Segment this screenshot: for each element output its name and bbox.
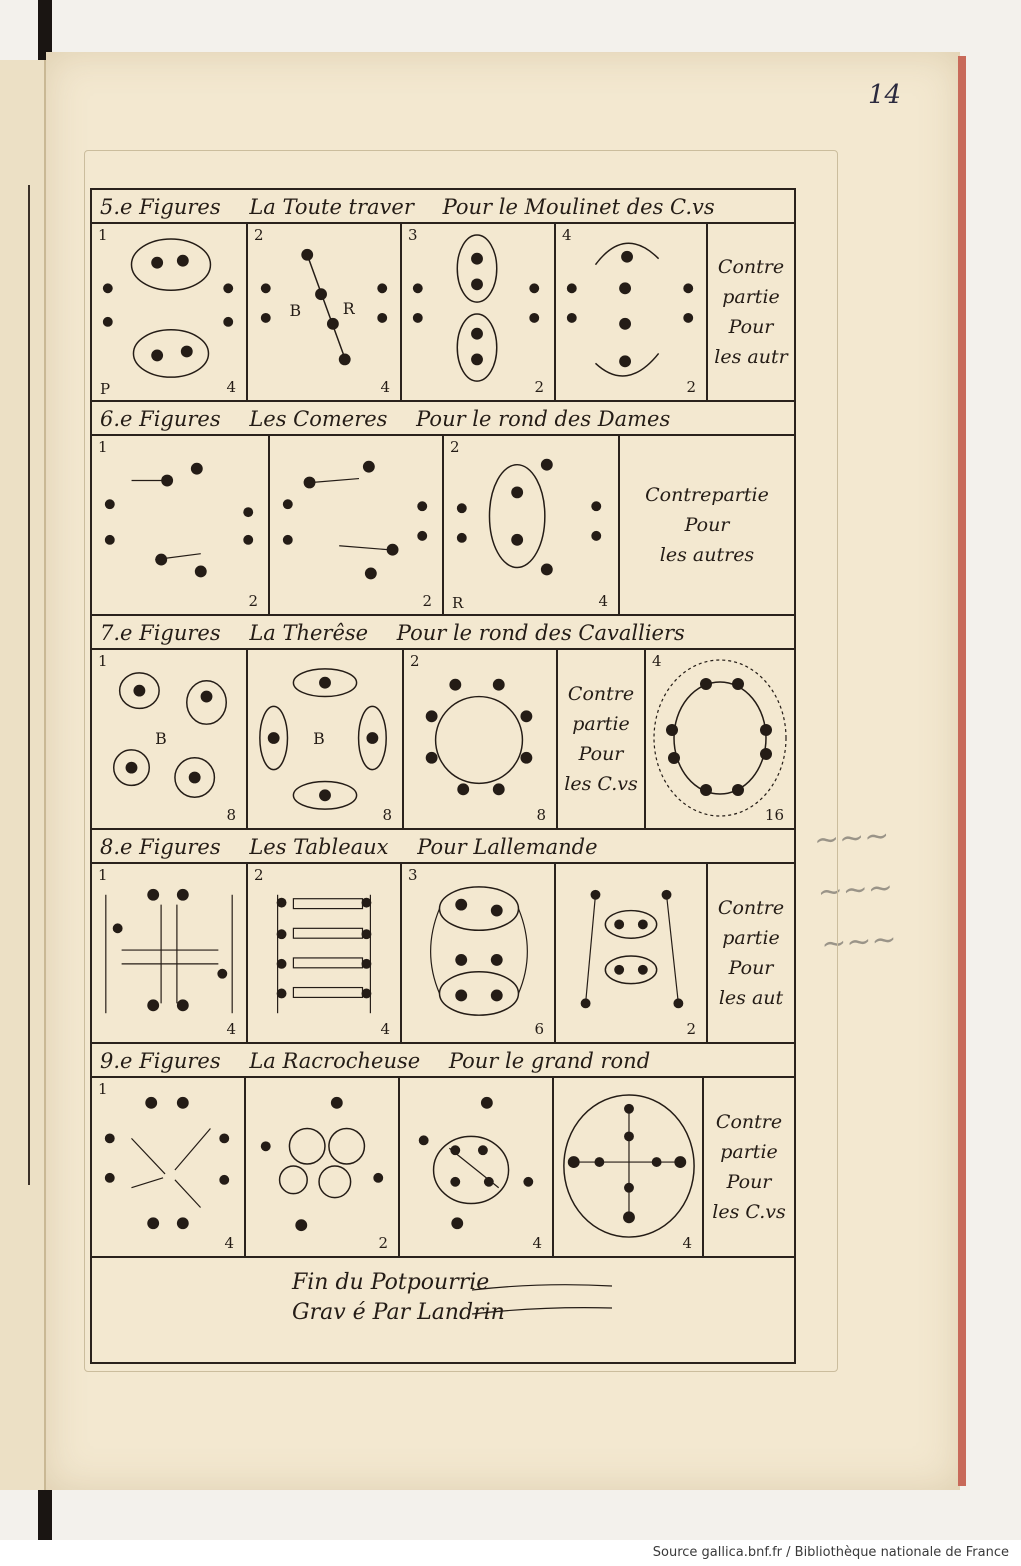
dance-diagram-icon xyxy=(248,864,400,1042)
measure-count: 2 xyxy=(686,378,696,396)
dance-diagram-icon xyxy=(554,1078,702,1256)
figure-letter: R xyxy=(452,594,464,612)
figure-number: 2 xyxy=(450,438,460,456)
figure-cell xyxy=(248,224,402,400)
measure-count: 4 xyxy=(532,1234,542,1252)
svg-text:B: B xyxy=(155,728,167,748)
section-heading-5 xyxy=(92,190,794,224)
dance-diagram-icon xyxy=(444,436,618,614)
heading-purpose: Pour le rond des Cavalliers xyxy=(396,621,685,645)
contre-line: Pour xyxy=(726,1171,772,1193)
left-page-rule xyxy=(28,185,30,1185)
figure-cell xyxy=(92,650,248,828)
heading-ordinal: 5.e Figures xyxy=(100,195,221,219)
heading-purpose: Pour le grand rond xyxy=(448,1049,651,1073)
svg-text:B: B xyxy=(289,300,302,320)
page-red-edge xyxy=(958,56,966,1486)
figure-number: 4 xyxy=(652,652,662,670)
figure-row-6 xyxy=(92,436,794,616)
figure-number: 1 xyxy=(98,866,108,884)
measure-count: 8 xyxy=(536,806,546,824)
figure-number: 3 xyxy=(408,226,418,244)
figure-cell xyxy=(556,864,708,1042)
dance-diagram-icon xyxy=(92,436,268,614)
measure-count: 4 xyxy=(226,1020,236,1038)
measure-count: 4 xyxy=(380,1020,390,1038)
contre-line: partie xyxy=(720,1141,778,1163)
dance-diagram-icon xyxy=(92,224,246,400)
contre-line: Pour xyxy=(684,514,730,536)
contre-line: Contre xyxy=(567,683,635,705)
dance-diagram-icon xyxy=(404,650,556,828)
figure-cell xyxy=(646,650,794,828)
figure-letter: P xyxy=(100,380,111,398)
heading-purpose: Pour le Moulinet des C.vs xyxy=(442,195,715,219)
colophon-line-1: Fin du Potpourrie xyxy=(292,1270,490,1295)
contrepartie-note xyxy=(620,436,794,614)
contrepartie-note xyxy=(704,1078,794,1256)
dance-diagram-icon xyxy=(92,650,246,828)
svg-text:R: R xyxy=(342,298,355,318)
figure-cell xyxy=(92,224,248,400)
measure-count: 8 xyxy=(226,806,236,824)
contre-line: partie xyxy=(722,927,780,949)
dance-diagram-icon xyxy=(270,436,442,614)
heading-ordinal: 9.e Figures xyxy=(100,1049,221,1073)
heading-purpose: Pour le rond des Dames xyxy=(416,407,671,431)
binding-bottom xyxy=(38,1490,52,1540)
measure-count: 4 xyxy=(598,592,608,610)
figure-cell xyxy=(92,864,248,1042)
dance-diagram-icon xyxy=(556,864,706,1042)
measure-count: 2 xyxy=(686,1020,696,1038)
heading-name: La Toute traver xyxy=(249,195,414,219)
measure-count: 2 xyxy=(534,378,544,396)
source-credit: Source gallica.bnf.fr / Bibliothèque nationale de France xyxy=(0,1540,1021,1566)
figure-cell xyxy=(404,650,558,828)
figure-cell xyxy=(556,224,708,400)
contre-line: les autres xyxy=(659,544,755,566)
figure-cell xyxy=(444,436,620,614)
figure-number: 2 xyxy=(254,866,264,884)
heading-ordinal: 6.e Figures xyxy=(100,407,221,431)
heading-name: Les Comeres xyxy=(249,407,388,431)
heading-purpose: Pour Lallemande xyxy=(417,835,598,859)
dance-diagram-icon xyxy=(402,864,554,1042)
figure-cell xyxy=(402,224,556,400)
contre-line: les aut xyxy=(718,987,784,1009)
dance-diagram-icon xyxy=(248,224,400,400)
pencil-annotation: ~~~ ~~~ ~~~ xyxy=(812,818,898,963)
figure-number: 2 xyxy=(410,652,420,670)
measure-count: 6 xyxy=(534,1020,544,1038)
contrepartie-note xyxy=(708,224,794,400)
flourish-icon xyxy=(472,1278,612,1318)
figure-number: 1 xyxy=(98,652,108,670)
figure-cell xyxy=(248,864,402,1042)
contrepartie-note xyxy=(708,864,794,1042)
colophon xyxy=(92,1258,794,1362)
heading-ordinal: 8.e Figures xyxy=(100,835,221,859)
figure-cell xyxy=(92,436,270,614)
dance-diagram-icon xyxy=(556,224,706,400)
measure-count: 2 xyxy=(422,592,432,610)
contre-line: Pour xyxy=(578,743,624,765)
section-heading-6 xyxy=(92,402,794,436)
contre-line: Contre xyxy=(717,256,785,278)
contre-line: Contre xyxy=(717,897,785,919)
measure-count: 8 xyxy=(382,806,392,824)
contre-line: partie xyxy=(572,713,630,735)
heading-ordinal: 7.e Figures xyxy=(100,621,221,645)
measure-count: 4 xyxy=(682,1234,692,1252)
contre-line: Pour xyxy=(728,957,774,979)
dance-diagram-icon xyxy=(402,224,554,400)
folio-number: 14 xyxy=(868,80,902,110)
contre-line: les C.vs xyxy=(712,1201,786,1223)
measure-count: 4 xyxy=(380,378,390,396)
dance-diagram-icon xyxy=(92,1078,244,1256)
left-page-edge xyxy=(0,60,46,1490)
contre-line: Contre xyxy=(715,1111,783,1133)
contrepartie-note xyxy=(558,650,646,828)
figure-number: 2 xyxy=(254,226,264,244)
figure-cell xyxy=(246,1078,400,1256)
figure-number: 1 xyxy=(98,1080,108,1098)
colophon-line-2: Grav é Par Landrin xyxy=(292,1300,505,1325)
contre-line: les C.vs xyxy=(564,773,638,795)
heading-name: Les Tableaux xyxy=(249,835,389,859)
svg-text:B: B xyxy=(313,728,325,748)
figure-cell xyxy=(270,436,444,614)
dance-diagram-icon xyxy=(248,650,402,828)
contre-line: partie xyxy=(722,286,780,308)
measure-count: 4 xyxy=(224,1234,234,1252)
measure-count: 2 xyxy=(248,592,258,610)
dance-diagram-icon xyxy=(92,864,246,1042)
measure-count: 2 xyxy=(378,1234,388,1252)
heading-name: La Therêse xyxy=(249,621,369,645)
figure-number: 1 xyxy=(98,226,108,244)
figure-cell xyxy=(554,1078,704,1256)
figure-row-8 xyxy=(92,864,794,1044)
section-heading-7 xyxy=(92,616,794,650)
contre-line: Contrepartie xyxy=(645,484,769,506)
figure-cell xyxy=(400,1078,554,1256)
measure-count: 16 xyxy=(764,806,784,824)
figure-row-9 xyxy=(92,1078,794,1258)
dance-diagram-icon xyxy=(246,1078,398,1256)
dance-diagram-icon xyxy=(400,1078,552,1256)
binding-top xyxy=(38,0,52,60)
figure-number: 3 xyxy=(408,866,418,884)
contre-line: Pour xyxy=(728,316,774,338)
measure-count: 4 xyxy=(226,378,236,396)
figure-cell xyxy=(248,650,404,828)
engraved-frame xyxy=(90,188,796,1364)
figure-number: 1 xyxy=(98,438,108,456)
section-heading-9 xyxy=(92,1044,794,1078)
figure-row-5 xyxy=(92,224,794,402)
figure-cell xyxy=(92,1078,246,1256)
heading-name: La Racrocheuse xyxy=(249,1049,421,1073)
section-heading-8 xyxy=(92,830,794,864)
dance-diagram-icon xyxy=(646,650,794,828)
figure-number: 4 xyxy=(562,226,572,244)
figure-cell xyxy=(402,864,556,1042)
contre-line: les autr xyxy=(714,346,788,368)
figure-row-7 xyxy=(92,650,794,830)
